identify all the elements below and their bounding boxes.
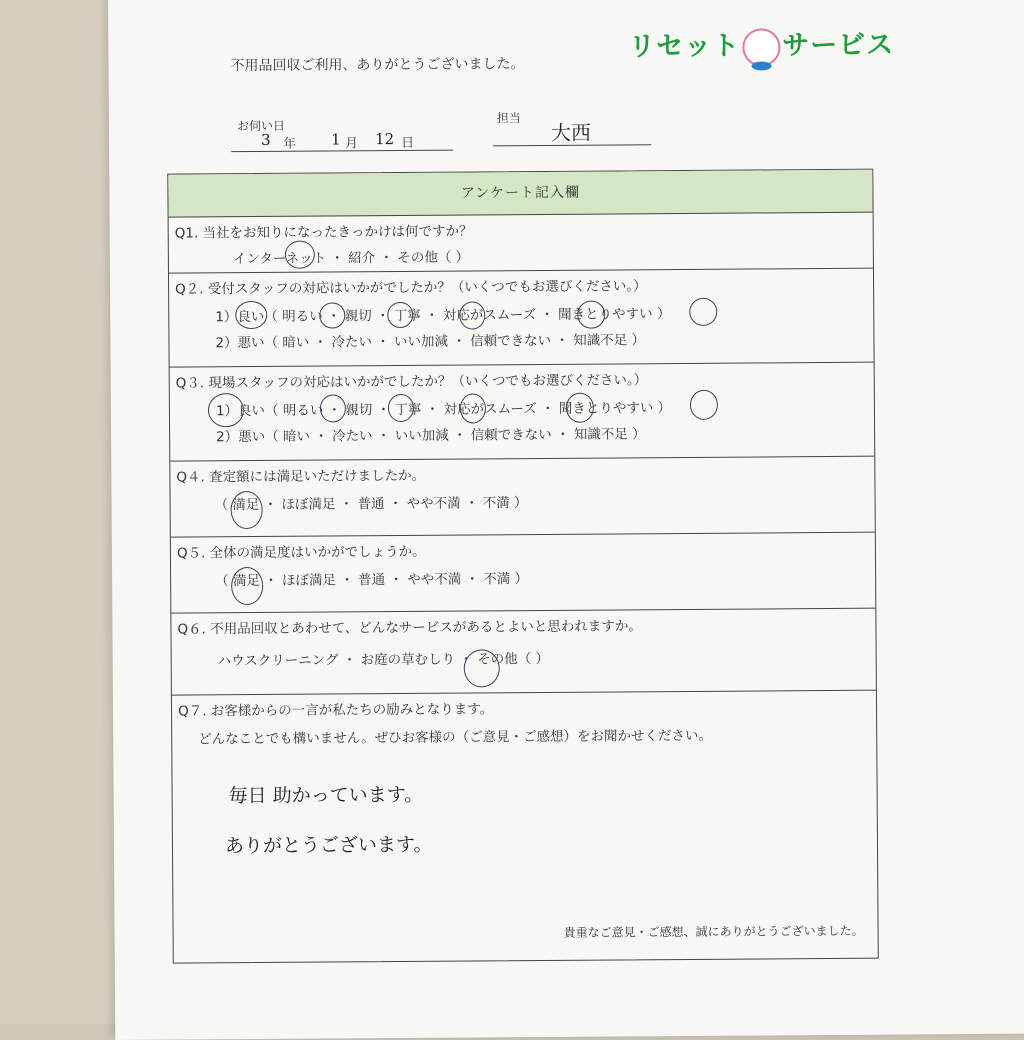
question-5 — [171, 533, 876, 614]
staff-label: 担当 — [496, 111, 521, 126]
q5-answer-circle — [231, 567, 263, 605]
logo-text-left: リセット — [628, 30, 741, 63]
q6-options: ハウスクリーニング ・ お庭の草むしり ・ その他（ ） — [217, 650, 550, 670]
q3-good-options: 1）良い（ 明るい ・ 親切 ・ 丁寧 ・ 対応がスムーズ ・ 聞きとりやすい ） — [215, 400, 672, 420]
visit-day-value: 12 — [374, 130, 395, 149]
visit-month-value: 1 — [330, 130, 341, 149]
closing-message: 貴重なご意見・ご感想、誠にありがとうございました。 — [563, 923, 864, 940]
company-logo — [628, 23, 894, 67]
survey-title: アンケート記入欄 — [168, 170, 872, 218]
q2-bad-options: 2）悪い（ 暗い ・ 冷たい ・ いい加減 ・ 信頼できない ・ 知識不足 ） — [215, 332, 646, 352]
q3-circle-good — [208, 393, 244, 427]
visit-date-label: お伺い日 — [236, 118, 286, 134]
q2-good-options: 1）良い（ 明るい ・ 親切 ・ 丁寧 ・ 対応がスムーズ ・ 聞きとりやすい ） — [215, 306, 671, 326]
q3-bad-options: 2）悪い（ 暗い ・ 冷たい ・ いい加減 ・ 信頼できない ・ 知識不足 ） — [216, 426, 646, 446]
question-6 — [171, 609, 876, 696]
q2-circle-smooth — [577, 301, 605, 329]
customer-comment-line-2: ありがとうございます。 — [224, 833, 433, 858]
q2-circle-clear — [689, 298, 717, 326]
visit-day-unit: 日 — [401, 135, 415, 151]
q3-circle-clear — [690, 390, 718, 420]
q5-options: （ 満足 ・ ほぼ満足 ・ 普通 ・ やや不満 ・ 不満 ） — [215, 571, 529, 590]
q7-text: Q７. お客様からの一言が私たちの励みとなります。 — [177, 701, 494, 720]
survey-sheet — [108, 0, 1024, 1040]
q4-options: （ 満足 ・ ほぼ満足 ・ 普通 ・ やや不満 ・ 不満 ） — [214, 495, 528, 514]
q3-circle-bright — [320, 394, 346, 422]
q1-options: インターネット ・ 紹介 ・ その他（ ） — [232, 249, 470, 268]
question-4 — [170, 457, 875, 538]
q1-text: Q1. 当社をお知りになったきっかけは何ですか？ — [174, 223, 473, 242]
question-7 — [172, 691, 878, 956]
question-3 — [170, 363, 875, 462]
q2-circle-polite — [459, 301, 485, 329]
question-2 — [169, 269, 874, 368]
logo-text-right: サービス — [782, 29, 895, 62]
q2-text: Q２. 受付スタッフの対応はいかがでしたか？（いくつでもお選びください。） — [175, 278, 647, 298]
desk-background — [0, 0, 115, 1024]
q4-answer-circle — [231, 491, 263, 529]
thanks-message: 不用品回収ご利用、ありがとうございました。 — [230, 56, 525, 75]
q3-text: Q３. 現場スタッフの対応はいかがでしたか？（いくつでもお選びください。） — [175, 372, 648, 392]
q4-text: Q４. 査定額には満足いただけましたか。 — [176, 467, 426, 486]
q1-answer-circle — [285, 241, 315, 269]
q6-answer-circle — [464, 649, 500, 687]
survey-table — [167, 169, 878, 964]
visit-year-unit: 年 — [283, 136, 297, 152]
q3-circle-kind — [388, 394, 414, 422]
q6-text: Q６. 不用品回収とあわせて、どんなサービスがあるとよいと思われますか。 — [177, 618, 642, 638]
q2-circle-good — [235, 301, 267, 329]
cat-mascot-icon — [742, 28, 780, 66]
q2-circle-bright — [319, 302, 345, 328]
staff-name-value: 大西 — [550, 120, 592, 145]
q5-text: Q５. 全体の満足度はいかがでしょうか。 — [176, 543, 426, 562]
customer-comment-line-1: 毎日 助かっています。 — [228, 783, 424, 808]
question-1 — [169, 213, 873, 274]
q7-subtext: どんなことでも構いません。ぜひお客様の（ご意見・ご感想）をお聞かせください。 — [198, 727, 713, 748]
q2-circle-kind — [387, 302, 413, 328]
q3-circle-polite — [460, 393, 486, 423]
visit-date-underline — [231, 150, 453, 153]
q3-circle-smooth — [566, 393, 594, 423]
visit-month-unit: 月 — [345, 136, 359, 152]
visit-year-value: 3 — [260, 130, 271, 149]
